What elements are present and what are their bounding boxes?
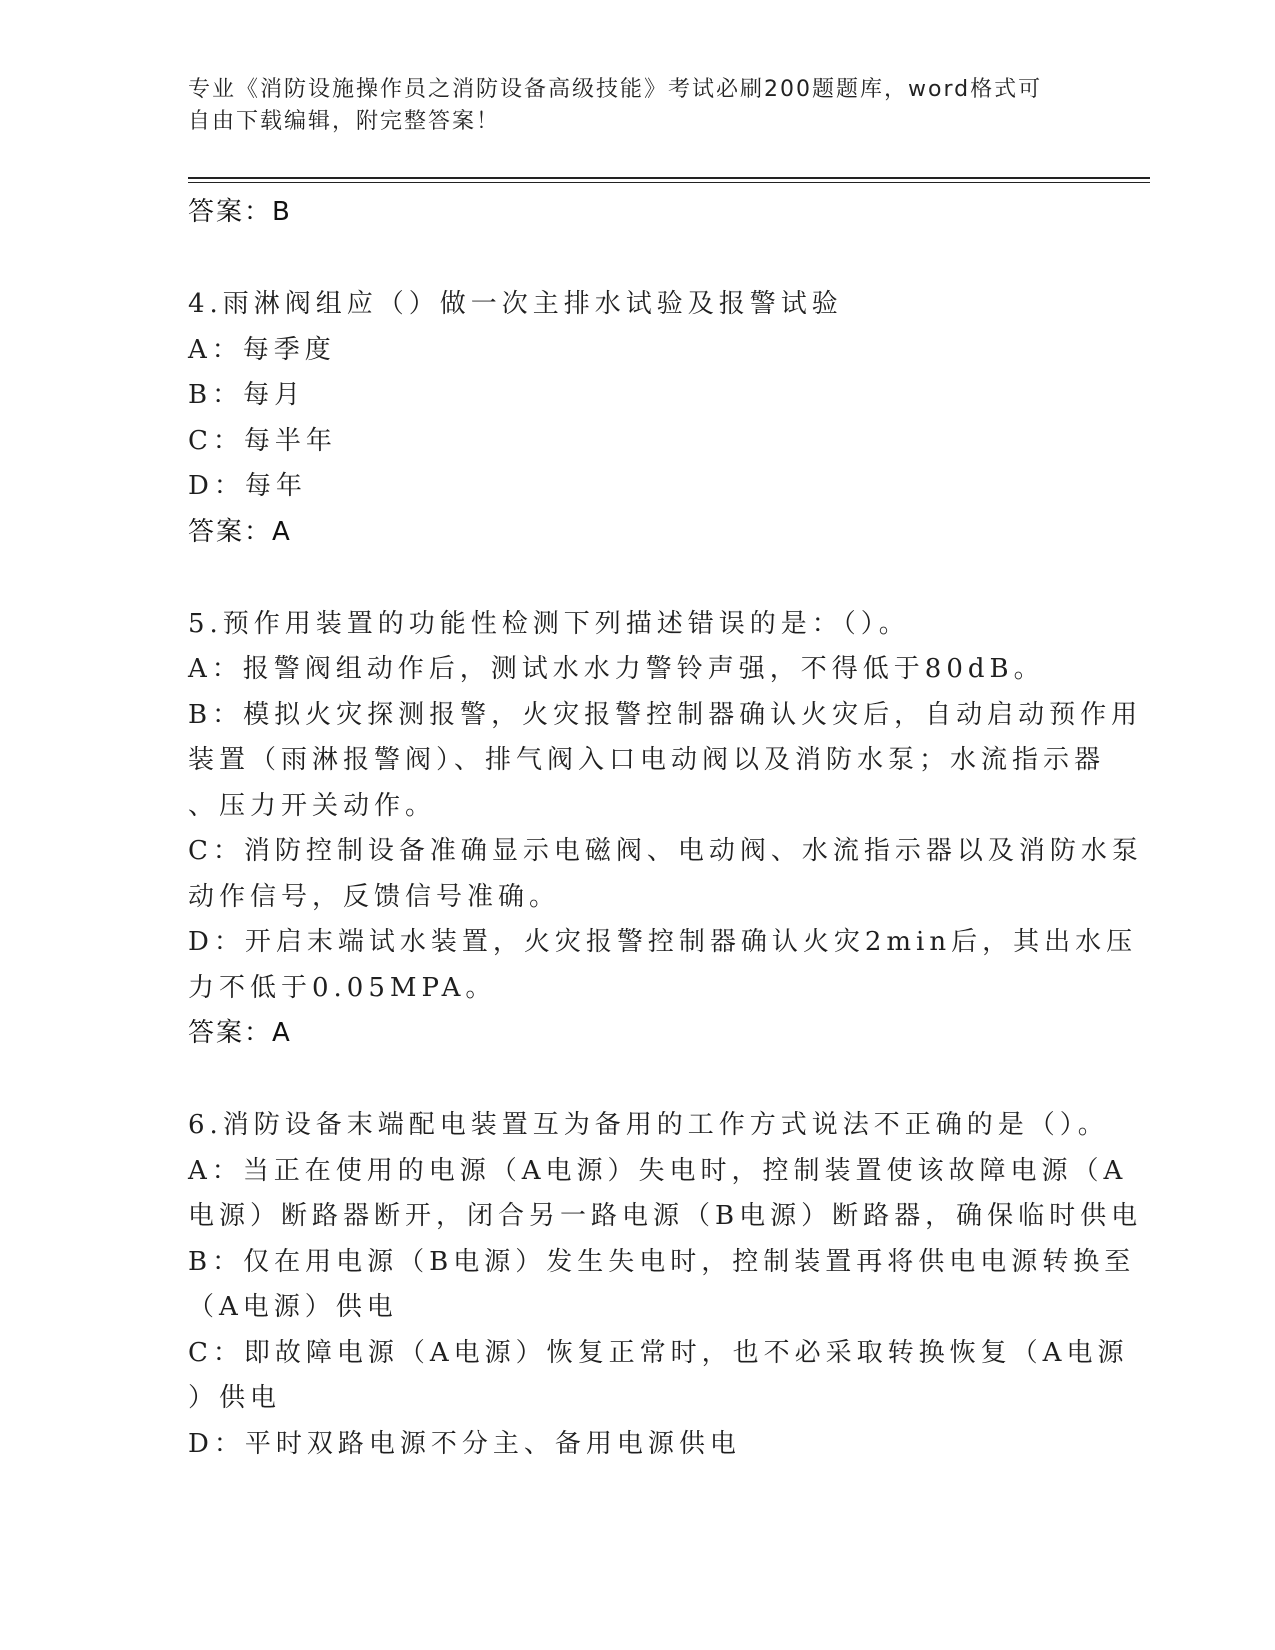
option-d: D：每年 xyxy=(188,471,307,501)
option-b: B：每月 xyxy=(188,380,306,410)
question-text: 6.消防设备末端配电装置互为备用的工作方式说法不正确的是（）。 xyxy=(188,1110,1109,1140)
option-a: A：报警阀组动作后，测试水水力警铃声强，不得低于80dB。 xyxy=(188,654,1045,684)
option-c: C：即故障电源（A电源）恢复正常时，也不必采取转换恢复（A电源 xyxy=(188,1337,1129,1368)
option-b-continued: （A电源）供电 xyxy=(188,1292,398,1322)
answer-line: 答案：A xyxy=(188,516,292,547)
question-gap xyxy=(188,554,1088,602)
header-divider-thin xyxy=(188,182,1150,183)
document-body xyxy=(188,190,1143,1467)
question-gap xyxy=(188,1055,1088,1103)
option-a-continued: 电源）断路器断开，闭合另一路电源（B电源）断路器，确保临时供电 xyxy=(188,1201,1143,1231)
option-d: D：平时双路电源不分主、备用电源供电 xyxy=(188,1428,741,1459)
question-text: 5.预作用装置的功能性检测下列描述错误的是：（）。 xyxy=(188,608,910,639)
option-c: C：每半年 xyxy=(188,425,337,456)
question-block xyxy=(188,282,1088,554)
option-c: C：消防控制设备准确显示电磁阀、电动阀、水流指示器以及消防水泵 xyxy=(188,836,1143,866)
option-d: D：开启末端试水装置，火灾报警控制器确认火灾2min后，其出水压 xyxy=(188,927,1138,957)
header-line-2: 自由下载编辑，附完整答案！ xyxy=(188,109,501,134)
question-block xyxy=(188,1103,1143,1467)
answer-line: 答案：A xyxy=(188,1018,292,1048)
option-b: B：仅在用电源（B电源）发生失电时，控制装置再将供电电源转换至 xyxy=(188,1246,1136,1277)
option-a: A：每季度 xyxy=(188,334,336,365)
option-b-continued: 、压力开关动作。 xyxy=(188,790,437,821)
page-header xyxy=(188,74,1068,138)
option-c-continued: ）供电 xyxy=(188,1383,282,1413)
option-a: A：当正在使用的电源（A电源）失电时，控制装置使该故障电源（A xyxy=(188,1155,1128,1186)
header-divider xyxy=(188,177,1150,179)
option-c-continued: 动作信号，反馈信号准确。 xyxy=(188,881,561,912)
question-block xyxy=(188,602,1143,1056)
answer-line: 答案：B xyxy=(188,197,292,227)
question-gap xyxy=(188,234,1088,282)
header-line-1: 专业《消防设施操作员之消防设备高级技能》考试必刷200题题库，word格式可 xyxy=(188,77,1043,102)
question-text: 4.雨淋阀组应（）做一次主排水试验及报警试验 xyxy=(188,289,843,319)
option-b-continued: 装置（雨淋报警阀）、排气阀入口电动阀以及消防水泵；水流指示器 xyxy=(188,745,1106,775)
option-d-continued: 力不低于0.05MPA。 xyxy=(188,972,497,1003)
option-b: B：模拟火灾探测报警，火灾报警控制器确认火灾后，自动启动预作用 xyxy=(188,699,1143,730)
